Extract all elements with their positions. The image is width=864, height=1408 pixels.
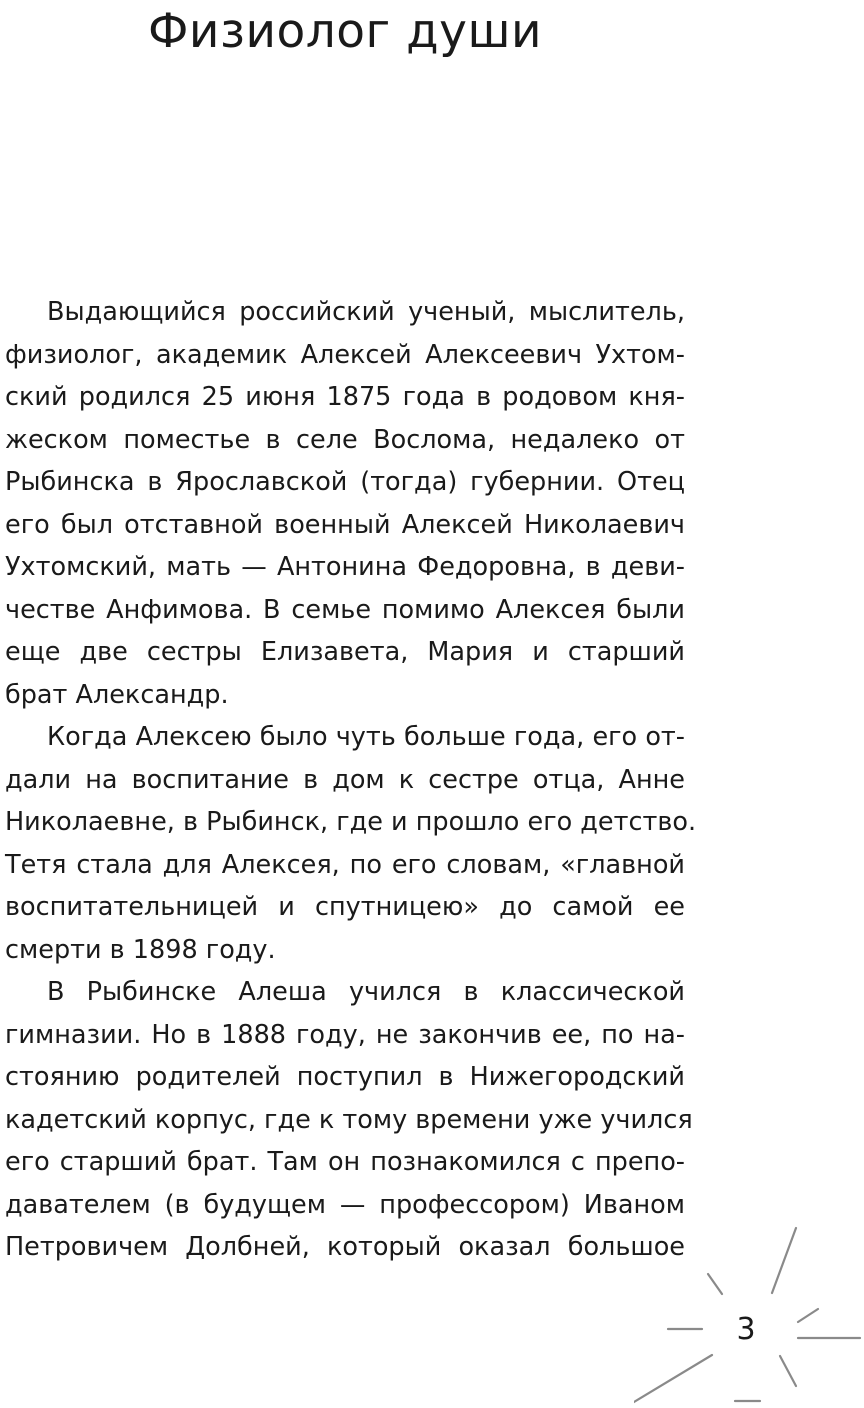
paragraph: [5, 971, 693, 1269]
ray: [708, 1274, 722, 1294]
text-line: воспитательницей и спутницею» до самой ее: [5, 892, 685, 922]
text-line: гимназии. Но в 1888 году, не закончив ее, по на-: [5, 1019, 685, 1050]
text-line: смерти в 1898 году.: [5, 934, 276, 965]
text-line: Тетя стала для Алексея, по его словам, «главной: [5, 849, 685, 880]
paragraph: [5, 716, 697, 971]
text-line: Ухтомский, мать — Антонина Федоровна, в деви-: [5, 552, 685, 582]
ray: [634, 1355, 712, 1408]
page-number: 3: [736, 1312, 756, 1347]
text-line: его старший брат. Там он познакомился с препо-: [5, 1147, 685, 1177]
text-line: давателем (в будущем — профессором) Иваном: [5, 1189, 685, 1220]
text-line: Николаевне, в Рыбинск, где и прошло его детство.: [5, 807, 697, 837]
chapter-title: Физиолог души: [147, 4, 543, 59]
text-line: жеском поместье в селе Вослома, недалеко от: [5, 424, 685, 455]
page-number-ornament: [634, 1208, 864, 1408]
paragraph: [5, 291, 685, 716]
text-line: физиолог, академик Алексей Алексеевич Ухтом-: [5, 339, 685, 370]
text-line: Рыбинска в Ярославской (тогда) губернии. Отец: [5, 467, 685, 497]
text-line: В Рыбинске Алеша учился в классической: [47, 977, 685, 1007]
text-line: Выдающийся российский ученый, мыслитель,: [47, 297, 685, 327]
text-line: его был отставной военный Алексей Николаевич: [5, 509, 685, 540]
text-line: еще две сестры Елизавета, Мария и старший: [5, 637, 685, 667]
ray: [772, 1228, 796, 1293]
text-line: кадетский корпус, где к тому времени уже учился: [5, 1104, 693, 1135]
text-line: ский родился 25 июня 1875 года в родовом кня-: [5, 382, 685, 412]
text-line: дали на воспитание в дом к сестре отца, Анне: [5, 764, 685, 795]
text-line: стоянию родителей поступил в Нижегородский: [5, 1062, 685, 1092]
ray: [798, 1309, 818, 1322]
text-line: Когда Алексею было чуть больше года, его от-: [47, 722, 685, 752]
text-line: честве Анфимова. В семье помимо Алексея были: [5, 594, 685, 625]
text-line: брат Александр.: [5, 679, 229, 710]
text-line: Петровичем Долбней, который оказал большое: [5, 1232, 685, 1262]
text-body: [5, 291, 697, 1269]
ray: [780, 1356, 796, 1386]
